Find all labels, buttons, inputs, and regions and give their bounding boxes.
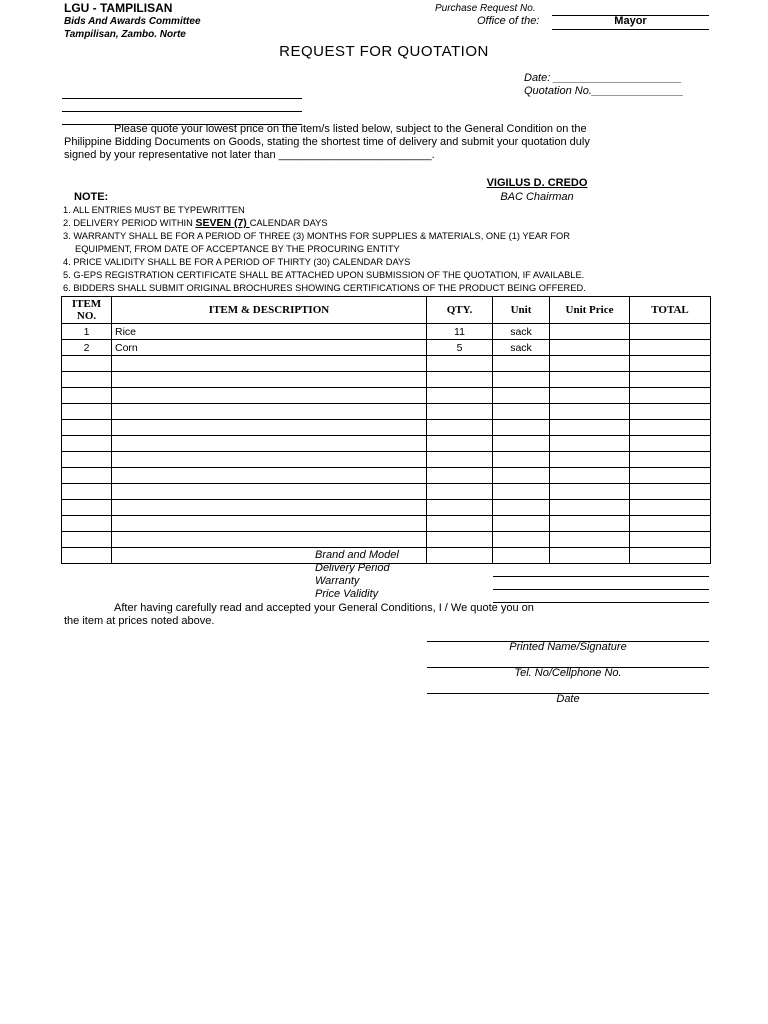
warranty-label: Warranty <box>315 575 360 587</box>
cell-item-no: 1 <box>62 324 112 340</box>
cell-item-no: 2 <box>62 340 112 356</box>
header-total: TOTAL <box>630 297 711 324</box>
empty-row <box>62 532 711 548</box>
header-item-no-line1: ITEM <box>71 298 102 310</box>
note-2 <box>63 217 586 230</box>
closing-paragraph <box>64 602 664 628</box>
empty-row <box>62 516 711 532</box>
empty-row <box>62 356 711 372</box>
empty-row <box>62 372 711 388</box>
table-header-row <box>62 297 711 324</box>
empty-row <box>62 388 711 404</box>
note-2-suffix: CALENDAR DAYS <box>249 218 328 228</box>
empty-row <box>62 404 711 420</box>
empty-row <box>62 436 711 452</box>
delivery-period-label: Delivery Period <box>315 562 390 574</box>
closing-line-1: After having carefully read and accepted your General Conditions, I / We quote you on <box>114 602 534 614</box>
document-title: REQUEST FOR QUOTATION <box>279 43 489 60</box>
brand-model-line <box>493 563 709 564</box>
addressee-line-2 <box>62 111 302 112</box>
bac-chairman-title: BAC Chairman <box>500 191 574 203</box>
office-line <box>552 29 709 30</box>
bac-chairman-name: VIGILUS D. CREDO <box>486 177 588 189</box>
note-3b: EQUIPMENT, FROM DATE OF ACCEPTANCE BY THE PROCURING ENTITY <box>75 244 400 254</box>
table-row <box>62 340 711 356</box>
date-caption: Date <box>556 693 580 705</box>
intro-line-3: signed by your representative not later than _________________________. <box>64 149 435 161</box>
committee-address: Tampilisan, Zambo. Norte <box>64 29 186 40</box>
price-validity-label: Price Validity <box>315 588 379 600</box>
note-4: 4. PRICE VALIDITY SHALL BE FOR A PERIOD OF THIRTY (30) CALENDAR DAYS <box>63 257 411 267</box>
cell-description: Corn <box>112 340 427 356</box>
cell-unit-price <box>550 324 630 340</box>
cell-unit: sack <box>493 324 550 340</box>
notes-list <box>63 204 586 295</box>
header-description: ITEM & DESCRIPTION <box>112 297 427 324</box>
note-2-prefix: 2. DELIVERY PERIOD WITHIN <box>63 218 196 228</box>
header-item-no-line2: NO. <box>76 310 97 322</box>
empty-row <box>62 452 711 468</box>
note-heading: NOTE: <box>74 191 109 203</box>
printed-name-caption: Printed Name/Signature <box>509 641 627 653</box>
date-field: Date: _____________________ <box>524 72 682 84</box>
header-unit: Unit <box>493 297 550 324</box>
intro-paragraph <box>64 123 710 162</box>
tel-caption: Tel. No/Cellphone No. <box>514 667 622 679</box>
brand-model-label: Brand and Model <box>315 549 399 561</box>
empty-row <box>62 468 711 484</box>
cell-qty: 5 <box>427 340 493 356</box>
intro-line-2: Philippine Bidding Documents on Goods, stating the shortest time of delivery and submit your quotation duly <box>64 136 590 148</box>
items-table <box>61 296 711 564</box>
cell-unit: sack <box>493 340 550 356</box>
quotation-number-field: Quotation No._______________ <box>524 85 684 97</box>
note-5: 5. G-EPS REGISTRATION CERTIFICATE SHALL BE ATTACHED UPON SUBMISSION OF THE QUOTATION, IF AVAILABLE. <box>63 270 585 280</box>
committee-name: Bids And Awards Committee <box>64 16 201 27</box>
cell-total <box>630 324 711 340</box>
empty-row <box>62 500 711 516</box>
header-qty: QTY. <box>427 297 493 324</box>
warranty-line <box>493 589 709 590</box>
empty-row <box>62 484 711 500</box>
closing-line-2: the item at prices noted above. <box>64 615 215 627</box>
header-unit-price: Unit Price <box>550 297 630 324</box>
header-item-no <box>62 297 112 324</box>
note-3a: 3. WARRANTY SHALL BE FOR A PERIOD OF THREE (3) MONTHS FOR SUPPLIES & MATERIALS, ONE (1) YEAR FOR <box>63 231 570 241</box>
empty-row <box>62 420 711 436</box>
note-1: 1. ALL ENTRIES MUST BE TYPEWRITTEN <box>63 205 245 215</box>
table-row <box>62 324 711 340</box>
office-value: Mayor <box>614 15 647 27</box>
purchase-request-label: Purchase Request No. <box>435 3 536 14</box>
addressee-line-1 <box>62 98 302 99</box>
cell-unit-price <box>550 340 630 356</box>
delivery-period-line <box>493 576 709 577</box>
intro-line-1: Please quote your lowest price on the item/s listed below, subject to the General Condition on the <box>114 123 587 135</box>
office-label: Office of the: <box>477 15 540 27</box>
cell-qty: 11 <box>427 324 493 340</box>
cell-description: Rice <box>112 324 427 340</box>
cell-total <box>630 340 711 356</box>
note-2-emphasis: SEVEN (7) <box>195 217 250 229</box>
note-6: 6. BIDDERS SHALL SUBMIT ORIGINAL BROCHURES SHOWING CERTIFICATIONS OF THE PRODUCT BEING OFFERED. <box>63 283 586 293</box>
lgu-name: LGU - TAMPILISAN <box>64 1 173 15</box>
